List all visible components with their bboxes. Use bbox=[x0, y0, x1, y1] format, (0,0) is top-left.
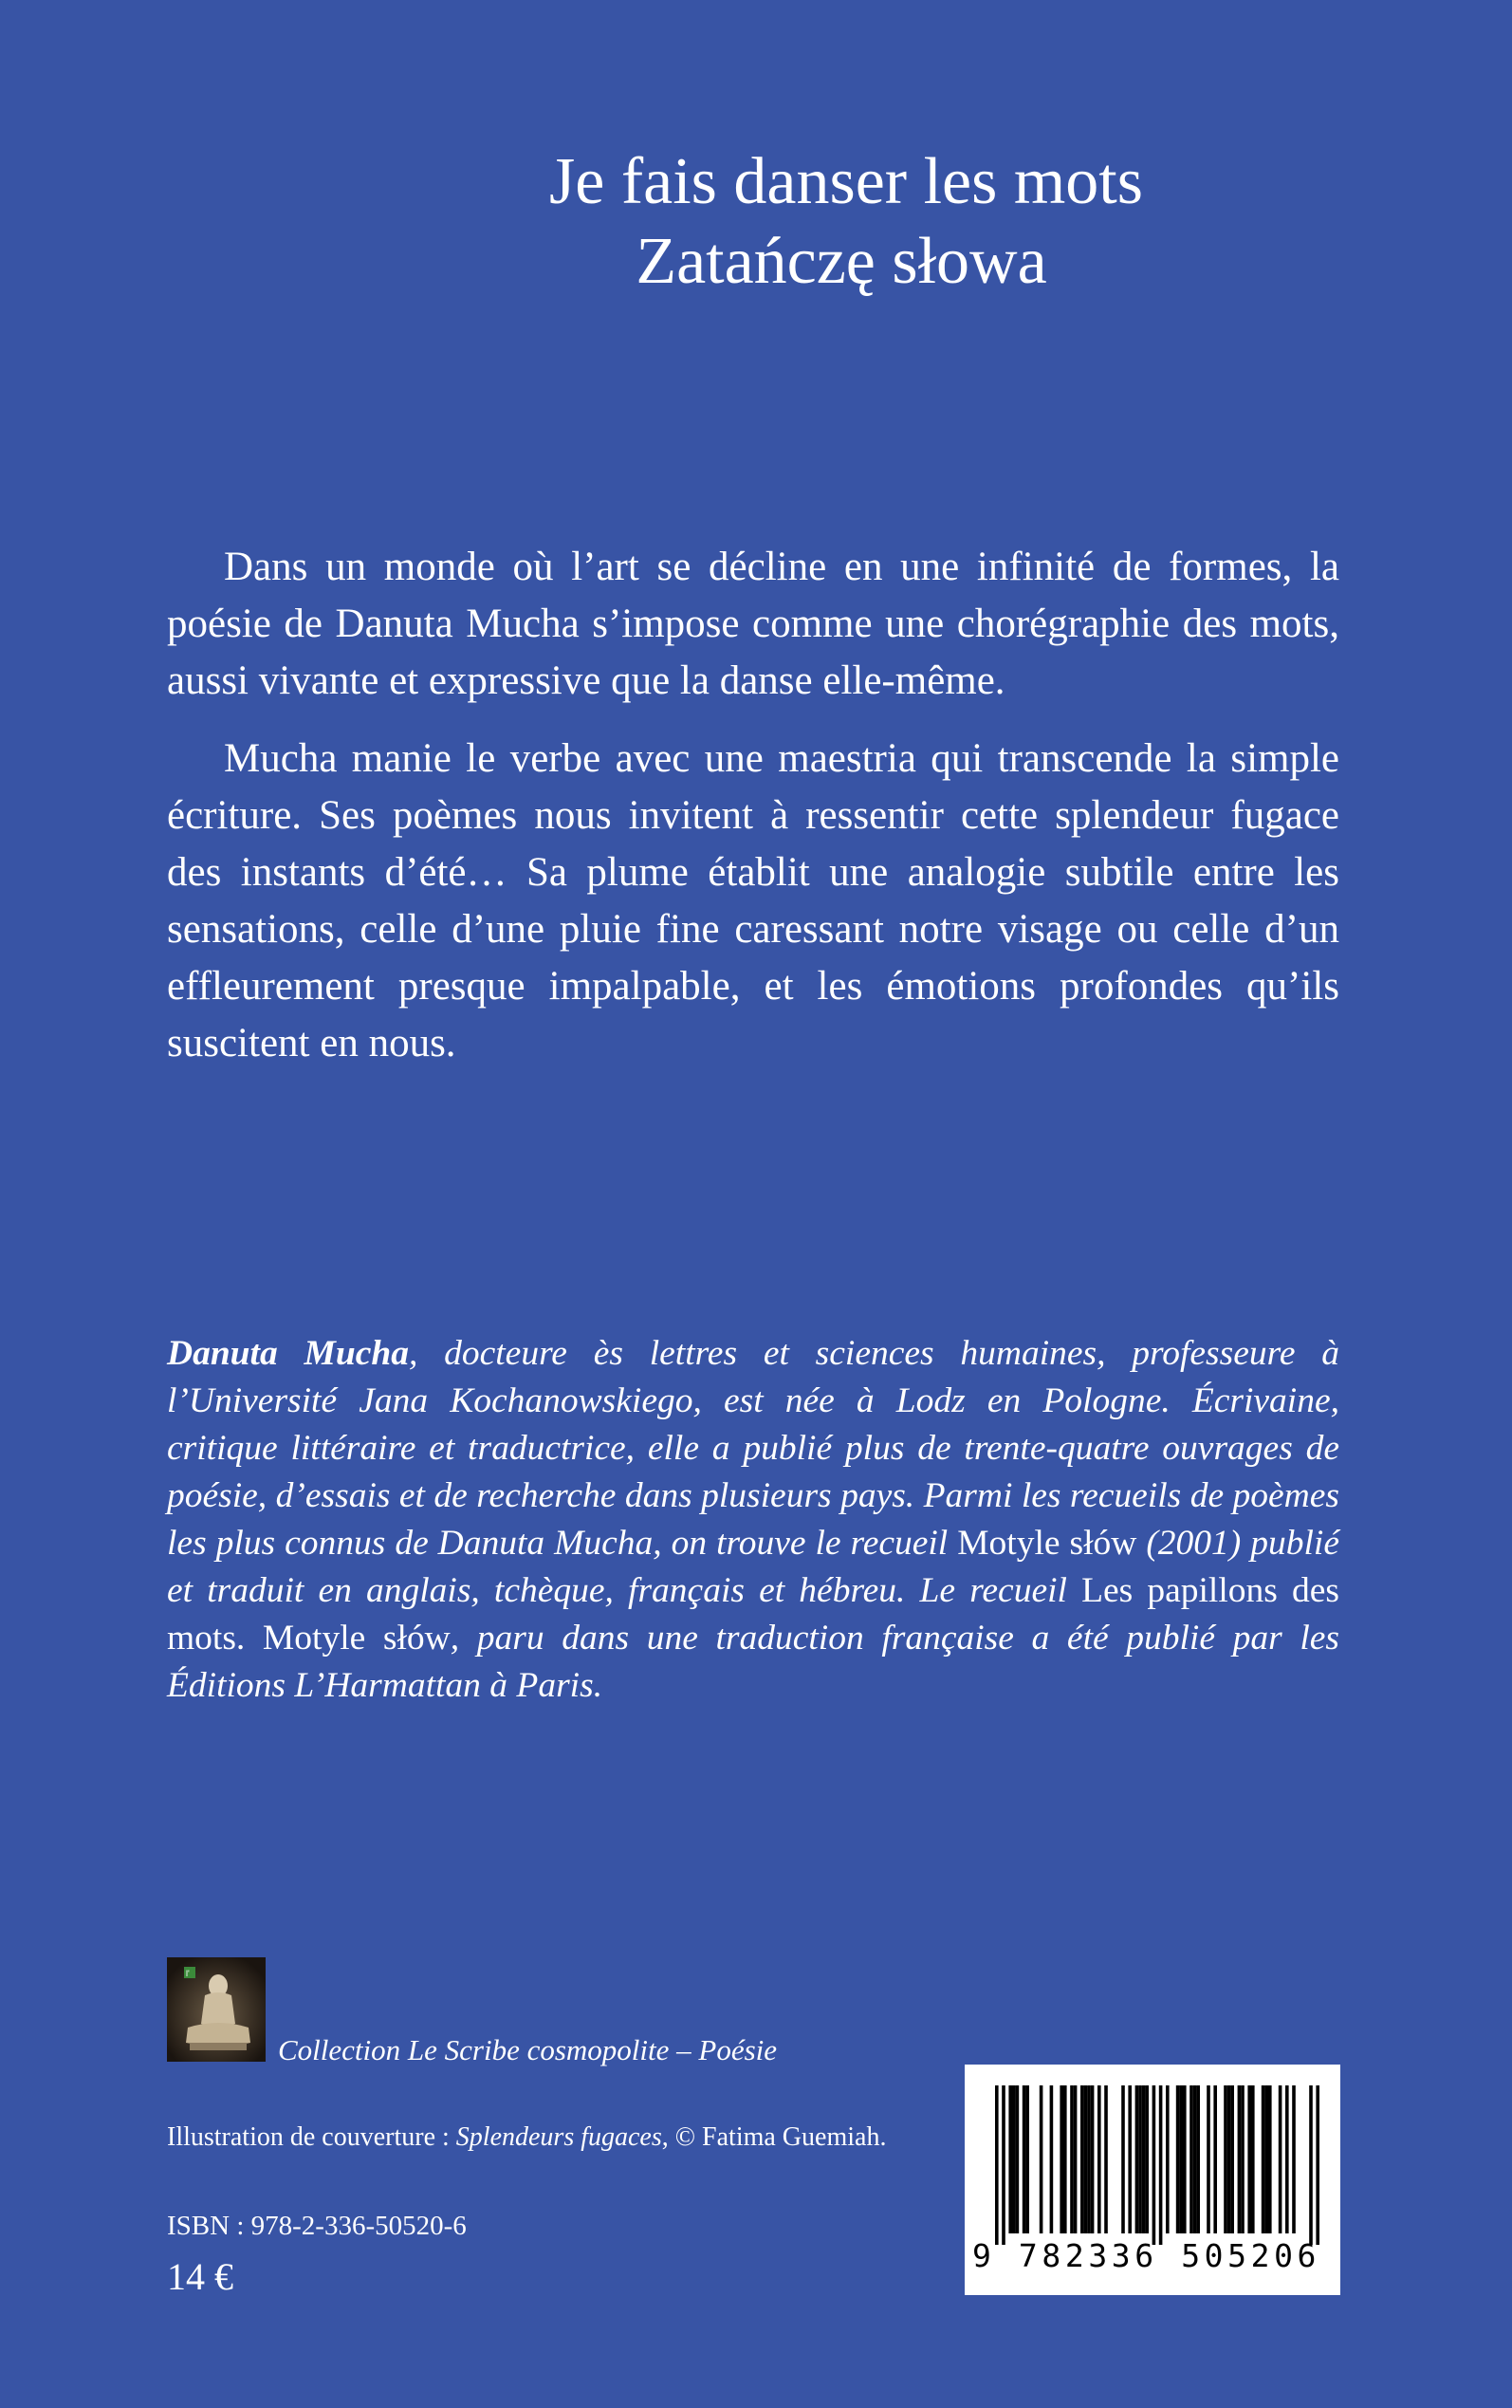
credit-suffix: , © Fatima Guemiah. bbox=[661, 2122, 887, 2152]
barcode-bar bbox=[1023, 2085, 1026, 2233]
barcode-bar bbox=[1016, 2085, 1020, 2233]
barcode-bar bbox=[1230, 2085, 1234, 2233]
barcode-bar bbox=[1025, 2085, 1029, 2233]
barcode-bar bbox=[1224, 2085, 1227, 2233]
author-name: Danuta Mucha bbox=[167, 1334, 409, 1373]
blurb-paragraph-2: Mucha manie le verbe avec une maestria qui transcende la simple écriture. Ses poèmes nous invitent à ressentir cette splendeur fugace des instants d’été… Sa plume établit une analogie subtile entre les sensations, celle d’une pluie fine caressant notre visage ou celle d’un effleurement presque impalpable, et les émotions profondes qu’ils suscitent en nous. bbox=[167, 736, 1339, 1065]
barcode-bar bbox=[1264, 2085, 1268, 2233]
bio-text-3: , paru dans une traduction française a été publié par les Éditions L’Harmattan à Paris. bbox=[167, 1619, 1340, 1705]
barcode-bar bbox=[1227, 2085, 1231, 2233]
barcode-bar bbox=[1179, 2085, 1183, 2233]
book-blurb bbox=[167, 539, 1339, 1093]
barcode-bar bbox=[1196, 2085, 1200, 2233]
barcode-bar bbox=[1262, 2085, 1265, 2233]
scribe-statue-logo-icon bbox=[167, 1957, 266, 2062]
barcode-bar bbox=[1012, 2085, 1016, 2233]
barcode-bar bbox=[1251, 2085, 1255, 2233]
barcode-bar bbox=[1166, 2085, 1170, 2233]
barcode-bar bbox=[1207, 2085, 1210, 2233]
barcode-bar bbox=[1241, 2085, 1245, 2233]
barcode-bars bbox=[965, 2065, 1340, 2245]
barcode-bar bbox=[1040, 2085, 1043, 2233]
cover-illustration-credit bbox=[167, 2122, 886, 2153]
barcode-bar bbox=[1247, 2085, 1251, 2233]
barcode-bar bbox=[1002, 2085, 1005, 2245]
barcode bbox=[965, 2065, 1340, 2295]
barcode-bar bbox=[1084, 2085, 1088, 2233]
blurb-paragraph-1: Dans un monde où l’art se décline en une infinité de formes, la poésie de Danuta Mucha s’impose comme une chorégraphie des mots, aussi vivante et expressive que la danse elle-même. bbox=[167, 545, 1339, 703]
barcode-bar bbox=[1138, 2085, 1142, 2233]
barcode-bar bbox=[1121, 2085, 1125, 2233]
barcode-bar bbox=[1091, 2085, 1095, 2233]
collection-label: Collection Le Scribe cosmopolite – Poésie bbox=[278, 2033, 778, 2066]
book-title bbox=[0, 142, 1512, 302]
barcode-bar bbox=[1238, 2085, 1242, 2233]
barcode-bar bbox=[1074, 2085, 1078, 2233]
bio-work-2: Les papillons des mots. Motyle słów bbox=[167, 1571, 1339, 1658]
svg-text:l': l' bbox=[186, 1969, 190, 1978]
bio-text-1: , docteure ès lettres et sciences humaines, professeure à l’Université Jana Kochanowskiego, est née à Lodz en Pologne. Écrivaine, critique littéraire et traductrice, elle a publié plus de trente-quatre ouvrages de poésie, d’essais et de recherche dans plusieurs pays. Parmi les recueils de poèmes les plus connus de Danuta Mucha, on trouve le recueil bbox=[167, 1334, 1339, 1563]
barcode-bar bbox=[1145, 2085, 1149, 2233]
barcode-digits: 9 782336 505206 bbox=[972, 2237, 1321, 2274]
barcode-bar bbox=[1176, 2085, 1180, 2233]
barcode-bar bbox=[1087, 2085, 1091, 2233]
barcode-bar bbox=[1152, 2085, 1156, 2245]
barcode-bar bbox=[1070, 2085, 1074, 2233]
barcode-bar bbox=[1268, 2085, 1272, 2233]
barcode-bar bbox=[1309, 2085, 1313, 2245]
author-bio bbox=[167, 1330, 1339, 1710]
barcode-bar bbox=[1189, 2085, 1193, 2233]
barcode-bar bbox=[1135, 2085, 1139, 2233]
barcode-bar bbox=[1104, 2085, 1108, 2233]
title-french: Je fais danser les mots bbox=[549, 145, 1143, 218]
barcode-bar bbox=[1159, 2085, 1163, 2245]
credit-work: Splendeurs fugaces bbox=[455, 2122, 662, 2152]
barcode-bar bbox=[1008, 2085, 1012, 2233]
barcode-bar bbox=[1213, 2085, 1217, 2233]
bio-text-2: (2001) publié et traduit en anglais, tchèque, français et hébreu. Le recueil bbox=[167, 1524, 1339, 1610]
barcode-bar bbox=[1193, 2085, 1197, 2233]
barcode-bar bbox=[1316, 2085, 1319, 2245]
barcode-bar bbox=[1063, 2085, 1067, 2233]
barcode-bar bbox=[1050, 2085, 1054, 2233]
bio-work-1: Motyle słów bbox=[957, 1524, 1137, 1563]
barcode-bar bbox=[995, 2085, 999, 2245]
barcode-bar bbox=[1279, 2085, 1282, 2233]
barcode-bar bbox=[1128, 2085, 1132, 2233]
barcode-bar bbox=[1285, 2085, 1289, 2233]
barcode-bar bbox=[1142, 2085, 1146, 2233]
barcode-bar bbox=[1080, 2085, 1084, 2233]
barcode-bar bbox=[1060, 2085, 1063, 2233]
title-polish: Zatańczę słowa bbox=[636, 225, 1047, 298]
isbn-number: ISBN : 978-2-336-50520-6 bbox=[167, 2211, 467, 2241]
credit-prefix: Illustration de couverture : bbox=[167, 2122, 456, 2152]
barcode-bar bbox=[1292, 2085, 1296, 2233]
barcode-bar bbox=[1183, 2085, 1187, 2233]
barcode-bar bbox=[1097, 2085, 1101, 2233]
price: 14 € bbox=[167, 2255, 233, 2298]
